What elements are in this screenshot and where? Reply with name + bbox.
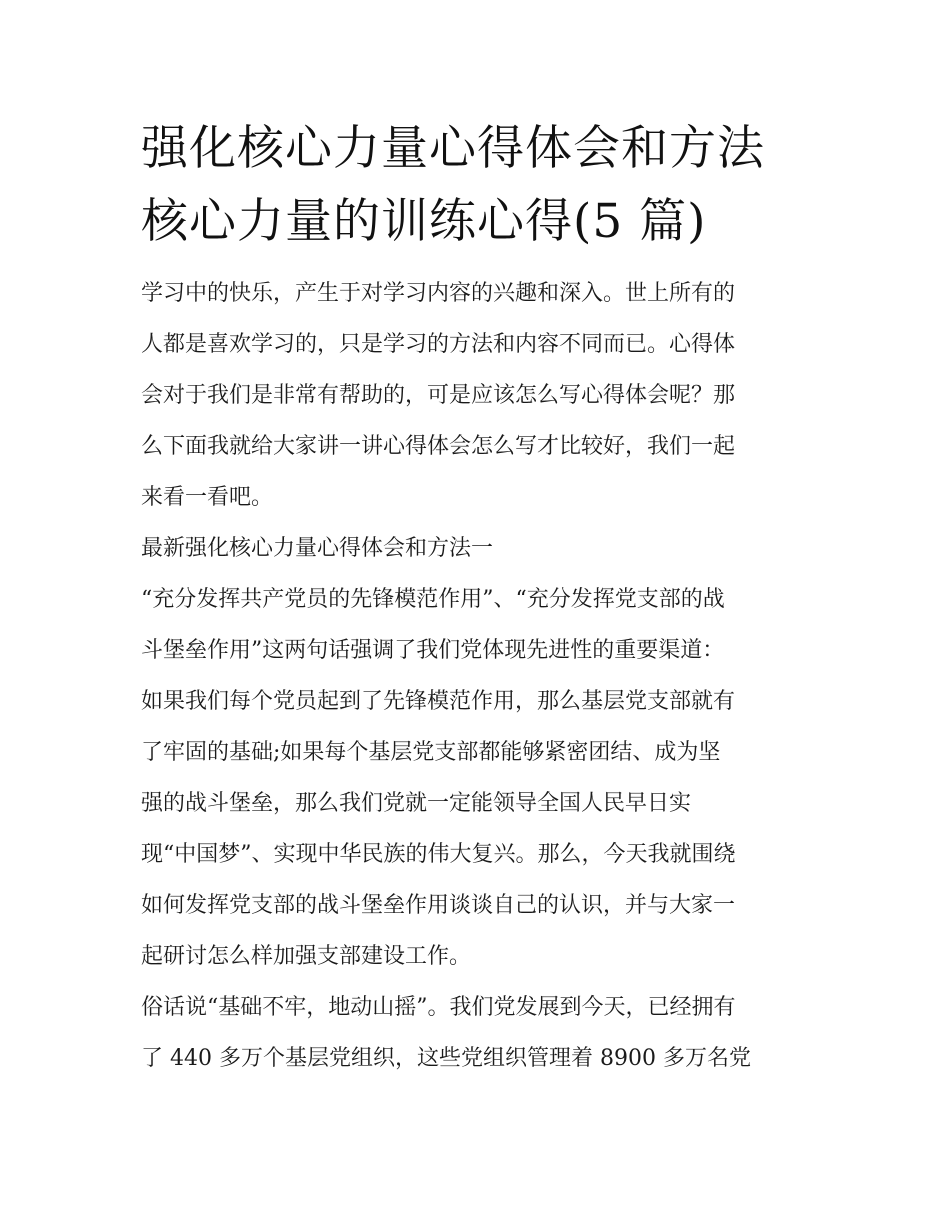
text-line: 如果我们每个党员起到了先锋模范作用，那么基层党支部就有 [141, 689, 736, 714]
text-line: 么下面我就给大家讲一讲心得体会怎么写才比较好，我们一起 [141, 434, 736, 459]
text-line: 现“中国梦”、实现中华民族的伟大复兴。那么，今天我就围绕 [141, 842, 736, 867]
text-line: 学习中的快乐，产生于对学习内容的兴趣和深入。世上所有的 [141, 281, 736, 306]
text-line: 强的战斗堡垒，那么我们党就一定能领导全国人民早日实 [141, 791, 692, 816]
title-line: 强化核心力量心得体会和方法 [141, 121, 765, 176]
document-title [141, 112, 813, 258]
title-line: 核心力量的训练心得(5 篇) [141, 194, 707, 249]
paragraph-intro [141, 268, 813, 523]
paragraph-1 [141, 574, 813, 982]
text-line: 了牢固的基础;如果每个基层党支部都能够紧密团结、成为坚 [141, 740, 721, 765]
document-body [141, 268, 813, 1084]
text-line: “充分发挥共产党员的先锋模范作用”、“充分发挥党支部的战 [141, 587, 725, 612]
text-line: 如何发挥党支部的战斗堡垒作用谈谈自己的认识，并与大家一 [141, 893, 736, 918]
document-page [141, 112, 813, 1084]
section-heading [141, 523, 813, 574]
text-line: 斗堡垒作用”这两句话强调了我们党体现先进性的重要渠道： [141, 638, 725, 663]
text-line: 最新强化核心力量心得体会和方法一 [141, 536, 494, 561]
text-line: 会对于我们是非常有帮助的，可是应该怎么写心得体会呢？那 [141, 383, 736, 408]
text-line: 人都是喜欢学习的，只是学习的方法和内容不同而已。心得体 [141, 332, 736, 357]
text-line: 起研讨怎么样加强支部建设工作。 [141, 944, 472, 969]
text-line: 了 440 多万个基层党组织，这些党组织管理着 8900 多万名党 [141, 1046, 751, 1071]
text-line: 来看一看吧。 [141, 485, 274, 510]
paragraph-2 [141, 982, 813, 1084]
text-line: 俗话说“基础不牢，地动山摇”。我们党发展到今天，已经拥有 [141, 995, 736, 1020]
